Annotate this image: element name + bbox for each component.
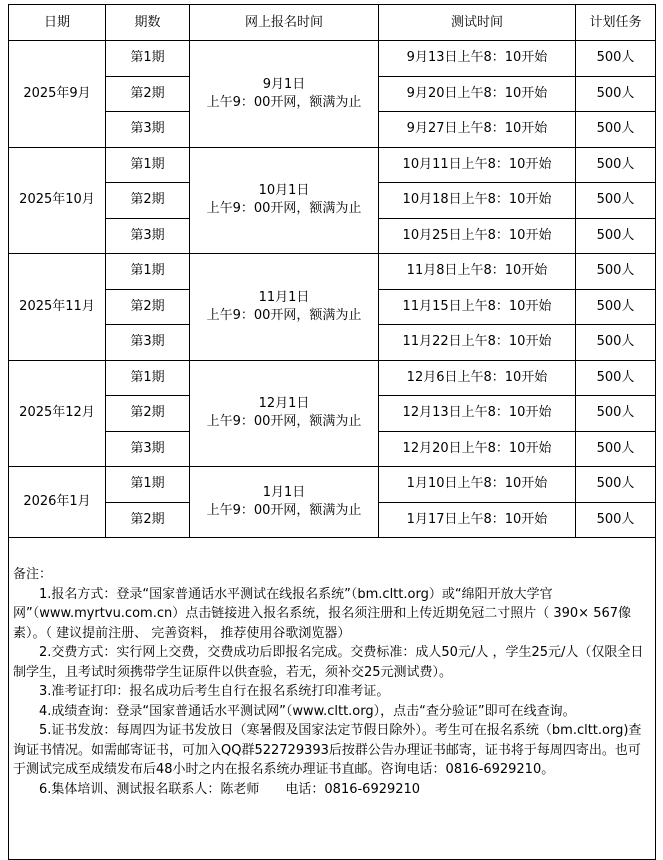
period-cell: 第3期 — [106, 325, 190, 361]
test-time-cell: 10月18日上午8：10开始 — [379, 183, 576, 219]
table-row — [9, 360, 656, 396]
registration-cell — [190, 254, 379, 361]
quota-cell: 500人 — [576, 431, 656, 467]
period-cell: 第1期 — [106, 41, 190, 77]
month-cell: 2025年11月 — [9, 254, 106, 361]
quota-cell: 500人 — [576, 112, 656, 148]
period-cell: 第2期 — [106, 76, 190, 112]
note-item: 4.成绩查询：登录“国家普通话水平测试网”（www.cltt.org），点击“查分验证”即可在线查询。 — [39, 703, 576, 719]
header-period: 期数 — [106, 5, 190, 41]
registration-date: 1月1日 — [262, 485, 306, 500]
registration-date: 11月1日 — [258, 289, 310, 305]
registration-note: 上午9：00开网，额满为止 — [206, 414, 362, 430]
period-cell: 第1期 — [106, 467, 190, 503]
registration-date: 9月1日 — [262, 76, 306, 92]
period-cell: 第3期 — [106, 218, 190, 254]
quota-cell: 500人 — [576, 325, 656, 361]
notes-title: 备注： — [13, 567, 53, 582]
registration-note: 上午9：00开网，额满为止 — [206, 503, 362, 518]
quota-cell: 500人 — [576, 183, 656, 219]
header-quota: 计划任务 — [576, 5, 656, 41]
registration-note: 上午9：00开网，额满为止 — [206, 94, 362, 110]
quota-cell: 500人 — [576, 289, 656, 325]
note-item: 3.准考证打印：报名成功后考生自行在报名系统打印准考证。 — [39, 684, 390, 699]
period-cell: 第2期 — [106, 289, 190, 325]
quota-cell: 500人 — [576, 396, 656, 432]
period-cell: 第1期 — [106, 147, 190, 183]
header-test-time: 测试时间 — [379, 5, 576, 41]
schedule-table — [8, 4, 656, 860]
test-time-cell: 11月8日上午8：10开始 — [379, 254, 576, 290]
notes-row — [9, 538, 656, 860]
quota-cell: 500人 — [576, 218, 656, 254]
test-time-cell: 12月20日上午8：10开始 — [379, 431, 576, 467]
test-time-cell: 10月11日上午8：10开始 — [379, 147, 576, 183]
registration-cell — [190, 467, 379, 538]
note-item: 2.交费方式：实行网上交费，交费成功后即报名完成。交费标准：成人50元/人 ，学生25元/人（仅限全日制学生，且考试时须携带学生证原件以供查验，若无，须补交25元测试费）。 — [13, 645, 644, 680]
registration-date: 12月1日 — [258, 396, 310, 412]
registration-cell — [190, 41, 379, 148]
table-row — [9, 41, 656, 77]
test-time-cell: 1月10日上午8：10开始 — [379, 467, 576, 503]
month-cell: 2025年10月 — [9, 147, 106, 254]
header-registration-time: 网上报名时间 — [190, 5, 379, 41]
month-cell: 2025年12月 — [9, 360, 106, 467]
test-time-cell: 9月20日上午8：10开始 — [379, 76, 576, 112]
quota-cell: 500人 — [576, 254, 656, 290]
notes-cell — [9, 538, 656, 860]
note-item: 5.证书发放：每周四为证书发放日（寒暑假及国家法定节假日除外）。考生可在报名系统（bm.cltt.org)查询证书情况。如需邮寄证书，可加入QQ群522729393后按群公告办理证书邮寄，证书将于每周四寄出。也可于测试完成至成绩发布后48小时之内在报名系统办理证书直邮。咨询电话：0816-6929210。 — [13, 723, 642, 777]
table-row — [9, 147, 656, 183]
schedule-body — [9, 5, 656, 860]
quota-cell: 500人 — [576, 41, 656, 77]
period-cell: 第3期 — [106, 431, 190, 467]
test-time-cell: 11月15日上午8：10开始 — [379, 289, 576, 325]
test-time-cell: 10月25日上午8：10开始 — [379, 218, 576, 254]
registration-note: 上午9：00开网，额满为止 — [206, 307, 362, 323]
header-row — [9, 5, 656, 41]
quota-cell: 500人 — [576, 147, 656, 183]
quota-cell: 500人 — [576, 502, 656, 538]
quota-cell: 500人 — [576, 467, 656, 503]
test-time-cell: 11月22日上午8：10开始 — [379, 325, 576, 361]
note-item: 6.集体培训、测试报名联系人：陈老师 电话：0816-6929210 — [39, 781, 421, 797]
period-cell: 第2期 — [106, 396, 190, 432]
registration-date: 10月1日 — [258, 183, 310, 199]
test-time-cell: 9月13日上午8：10开始 — [379, 41, 576, 77]
period-cell: 第1期 — [106, 360, 190, 396]
period-cell: 第1期 — [106, 254, 190, 290]
month-cell: 2025年9月 — [9, 41, 106, 148]
registration-cell — [190, 147, 379, 254]
test-time-cell: 12月13日上午8：10开始 — [379, 396, 576, 432]
note-item: 1.报名方式：登录“国家普通话水平测试在线报名系统”（bm.cltt.org）或“绵阳开放大学官网”（www.myrtvu.com.cn）点击链接进入报名系统，报名须注册和上传近期免冠二寸照片（ 390× 567像素）。（ 建议提前注册、 完善资料， 推荐使用谷歌浏览器） — [13, 586, 632, 641]
test-time-cell: 12月6日上午8：10开始 — [379, 360, 576, 396]
month-cell: 2026年1月 — [9, 467, 106, 538]
period-cell: 第2期 — [106, 183, 190, 219]
table-row — [9, 254, 656, 290]
test-time-cell: 9月27日上午8：10开始 — [379, 112, 576, 148]
period-cell: 第3期 — [106, 112, 190, 148]
table-row — [9, 467, 656, 503]
quota-cell: 500人 — [576, 76, 656, 112]
registration-note: 上午9：00开网，额满为止 — [206, 201, 362, 217]
quota-cell: 500人 — [576, 360, 656, 396]
header-date: 日期 — [9, 5, 106, 41]
registration-cell — [190, 360, 379, 467]
test-time-cell: 1月17日上午8：10开始 — [379, 502, 576, 538]
period-cell: 第2期 — [106, 502, 190, 538]
